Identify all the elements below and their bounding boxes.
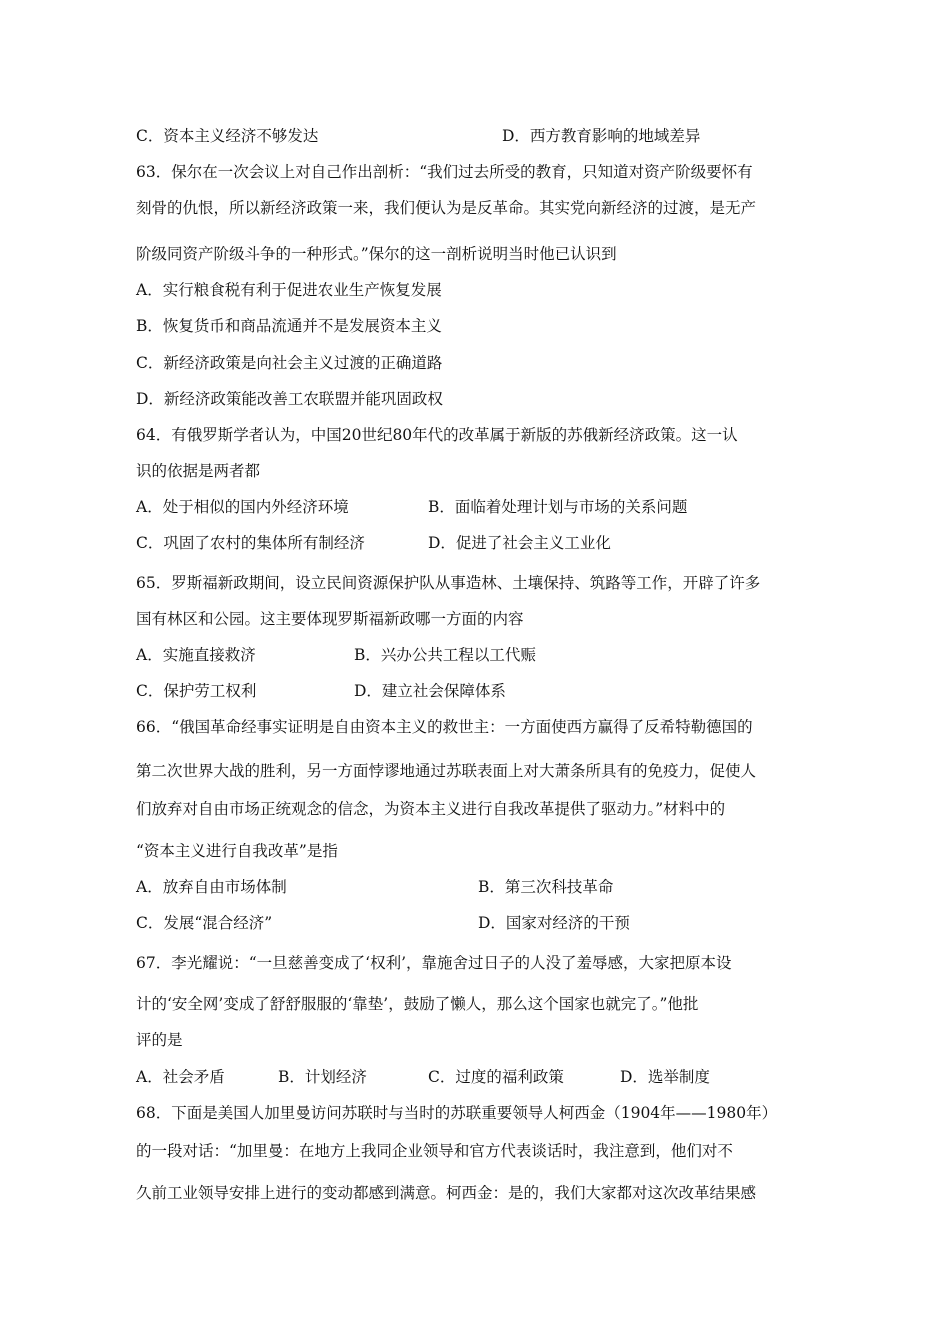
q66-option-a: A．放弃自由市场体制 bbox=[136, 878, 287, 896]
q63-option-c: C．新经济政策是向社会主义过渡的正确道路 bbox=[136, 354, 443, 372]
q64-option-d: D．促进了社会主义工业化 bbox=[428, 534, 611, 552]
q67-option-c: C．过度的福利政策 bbox=[428, 1068, 564, 1086]
q67-option-a: A．社会矛盾 bbox=[136, 1068, 225, 1086]
q62-option-c: C．资本主义经济不够发达 bbox=[136, 127, 319, 145]
q63-stem-line-1: 63．保尔在一次会议上对自己作出剖析：“我们过去所受的教育，只知道对资产阶级要怀有 bbox=[136, 163, 753, 181]
q67-stem-line-2: 计的‘安全网’变成了舒舒服服的‘靠垫’，鼓励了懒人，那么这个国家也就完了。”他批 bbox=[136, 995, 699, 1013]
q66-stem-line-3: 们放弃对自由市场正统观念的信念，为资本主义进行自我改革提供了驱动力。”材料中的 bbox=[136, 800, 726, 818]
q67-option-d: D．选举制度 bbox=[620, 1068, 710, 1086]
q63-option-d: D．新经济政策能改善工农联盟并能巩固政权 bbox=[136, 390, 443, 408]
q63-stem-line-3: 阶级同资产阶级斗争的一种形式。”保尔的这一剖析说明当时他已认识到 bbox=[136, 245, 617, 263]
q65-option-b: B．兴办公共工程以工代赈 bbox=[354, 646, 536, 664]
q67-stem-line-1: 67．李光耀说：“一旦慈善变成了‘权利’，靠施舍过日子的人没了羞辱感，大家把原本设 bbox=[136, 954, 732, 972]
q68-stem-line-2: 的一段对话：“加里曼：在地方上我同企业领导和官方代表谈话时，我注意到，他们对不 bbox=[136, 1142, 733, 1160]
q65-option-d: D．建立社会保障体系 bbox=[354, 682, 506, 700]
q62-option-d: D．西方教育影响的地域差异 bbox=[502, 127, 701, 145]
q65-stem-line-1: 65．罗斯福新政期间，设立民间资源保护队从事造林、土壤保持、筑路等工作，开辟了许多 bbox=[136, 574, 761, 592]
q66-stem-line-1: 66．“俄国革命经事实证明是自由资本主义的救世主：一方面使西方赢得了反希特勒德国的 bbox=[136, 718, 753, 736]
q64-stem-line-2: 识的依据是两者都 bbox=[136, 462, 261, 480]
q64-stem-line-1: 64．有俄罗斯学者认为，中国20世纪80年代的改革属于新版的苏俄新经济政策。这一认 bbox=[136, 426, 738, 444]
q63-stem-line-2: 刻骨的仇恨，所以新经济政策一来，我们便认为是反革命。其实党向新经济的过渡，是无产 bbox=[136, 199, 757, 217]
q67-stem-line-3: 评的是 bbox=[136, 1031, 183, 1049]
q66-stem-line-4: “资本主义进行自我改革”是指 bbox=[136, 842, 338, 860]
q68-stem-line-3: 久前工业领导安排上进行的变动都感到满意。柯西金：是的，我们大家都对这次改革结果感 bbox=[136, 1184, 757, 1202]
q66-option-b: B．第三次科技革命 bbox=[478, 878, 614, 896]
q66-option-d: D．国家对经济的干预 bbox=[478, 914, 630, 932]
q66-option-c: C．发展“混合经济” bbox=[136, 914, 273, 932]
q64-option-c: C．巩固了农村的集体所有制经济 bbox=[136, 534, 365, 552]
q64-option-a: A．处于相似的国内外经济环境 bbox=[136, 498, 349, 516]
q66-stem-line-2: 第二次世界大战的胜利，另一方面悖谬地通过苏联表面上对大萧条所具有的免疫力，促使人 bbox=[136, 762, 757, 780]
q63-option-b: B．恢复货币和商品流通并不是发展资本主义 bbox=[136, 317, 442, 335]
q65-option-a: A．实施直接救济 bbox=[136, 646, 256, 664]
q68-stem-line-1: 68．下面是美国人加里曼访问苏联时与当时的苏联重要领导人柯西金（1904年——1980年） bbox=[136, 1104, 778, 1122]
q64-option-b: B．面临着处理计划与市场的关系问题 bbox=[428, 498, 688, 516]
q65-option-c: C．保护劳工权利 bbox=[136, 682, 257, 700]
q65-stem-line-2: 国有林区和公园。这主要体现罗斯福新政哪一方面的内容 bbox=[136, 610, 524, 628]
q63-option-a: A．实行粮食税有利于促进农业生产恢复发展 bbox=[136, 281, 442, 299]
q67-option-b: B．计划经济 bbox=[278, 1068, 367, 1086]
